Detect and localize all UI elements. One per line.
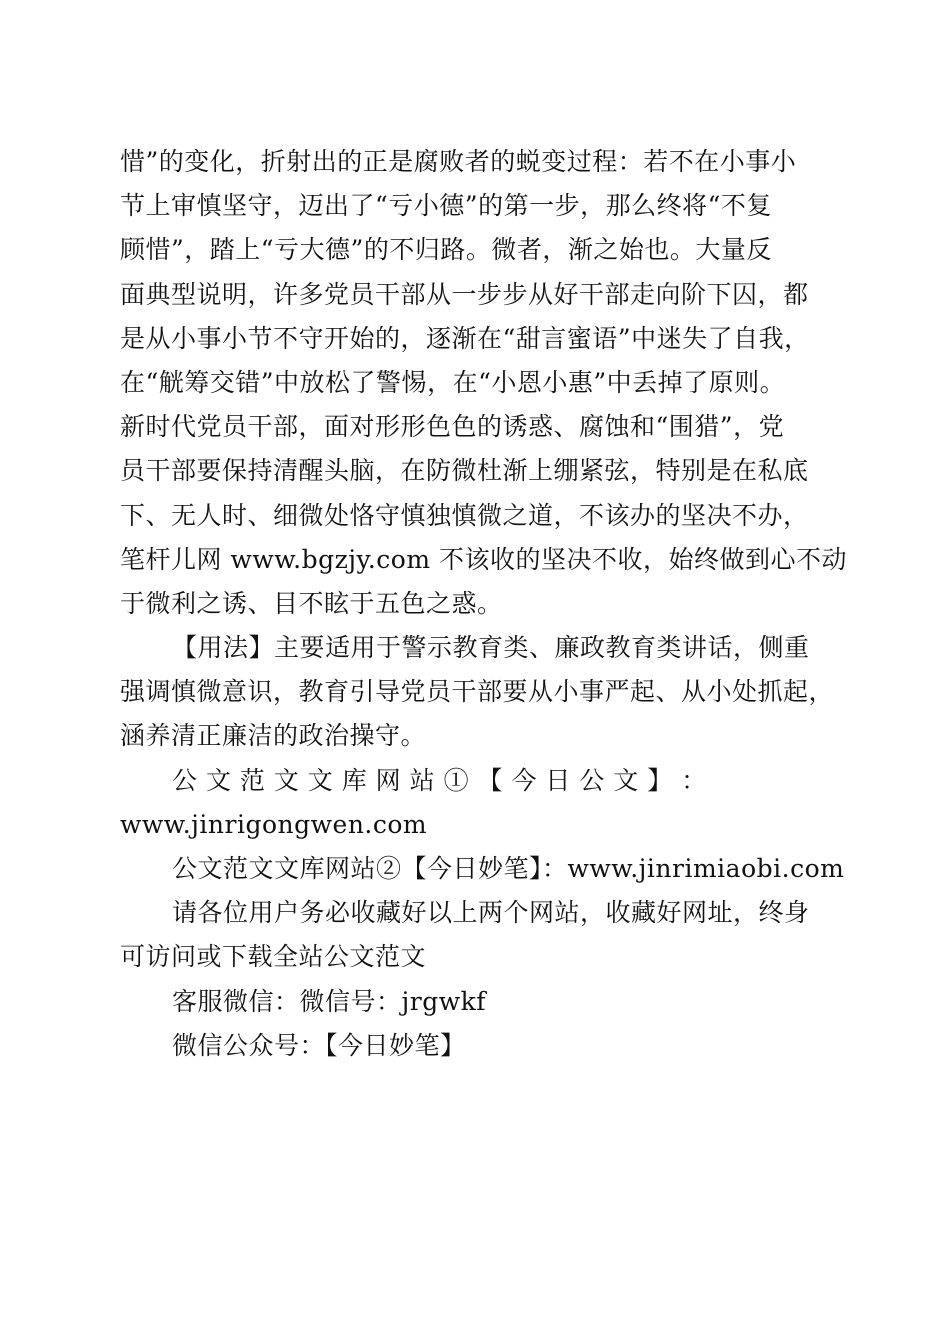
customer-service-line: 客服微信：微信号：jrgwkf xyxy=(172,986,487,1016)
wechat-account-line: 微信公众号：【今日妙笔】 xyxy=(172,1030,466,1060)
website-one-label: 公 文 范 文 文 库 网 站 ① 【 今 日 公 文 】 ： xyxy=(172,765,707,795)
body-line: 顾惜”，踏上“亏大德”的不归路。微者，渐之始也。大量反 xyxy=(120,235,772,265)
body-line: 下、无人时、细微处恪守慎独慎微之道，不该办的坚决不办， xyxy=(120,500,809,530)
usage-line: 涵养清正廉洁的政治操守。 xyxy=(120,721,427,751)
usage-line: 强调慎微意识，教育引导党员干部要从小事严起、从小处抓起， xyxy=(120,677,835,707)
body-line: 面典型说明，许多党员干部从一步步从好干部走向阶下囚，都 xyxy=(120,279,809,309)
body-line: 于微利之诱、目不眩于五色之惑。 xyxy=(120,588,503,618)
body-line: 在“觥筹交错”中放松了警惕，在“小恩小惠”中丢掉了原则。 xyxy=(120,367,786,397)
document-body xyxy=(120,140,848,1068)
website-two-line: 公文范文文库网站②【今日妙笔】：www.jinrimiaobi.com xyxy=(172,854,845,883)
website-one-url: www.jinrigongwen.com xyxy=(120,809,428,839)
body-line: 是从小事小节不守开始的，逐渐在“甜言蜜语”中迷失了自我， xyxy=(120,323,810,353)
usage-line: 【用法】主要适用于警示教育类、廉政教育类讲话，侧重 xyxy=(172,633,810,663)
notice-line: 可访问或下载全站公文范文 xyxy=(120,942,427,972)
body-line: 员干部要保持清醒头脑，在防微杜渐上绷紧弦，特别是在私底 xyxy=(120,456,809,486)
body-line: 笔杆儿网 www.bgzjy.com 不该收的坚决不收，始终做到心不动 xyxy=(120,544,848,574)
body-line: 节上审慎坚守，迈出了“亏小德”的第一步，那么终将“不复 xyxy=(120,191,772,221)
body-line: 新时代党员干部，面对形形色色的诱惑、腐蚀和“围猎”，党 xyxy=(120,412,785,442)
body-line: 惜”的变化，折射出的正是腐败者的蜕变过程：若不在小事小 xyxy=(120,147,797,176)
notice-line: 请各位用户务必收藏好以上两个网站，收藏好网址，终身 xyxy=(172,898,810,928)
